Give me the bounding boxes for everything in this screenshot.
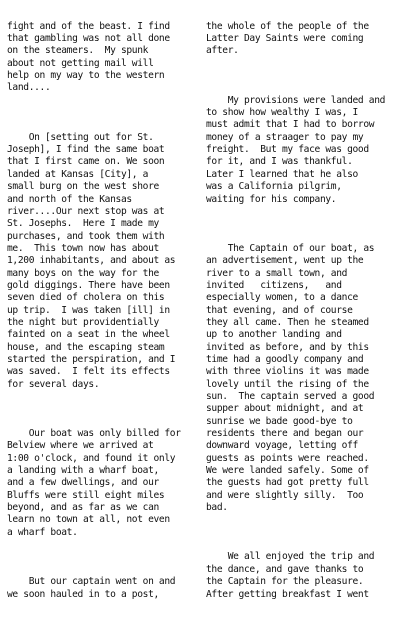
paragraph: fight and of the beast. I find that gambling was not all done on the steamers. My spunk about not getting mail will help on my way to the western land.... <box>7 20 170 94</box>
paragraph: On [setting out for St. Joseph], I find the same boat that I first came on. We soon landed at Kansas [City], a small burg on the west shore and north of the Kansas river....Our next stop was at St. Josephs. Here I made my purchases, and took them with me. This town now has about 1,200 inhabitants, and about as many boys on the way for the gold diggings. There have been seven died of cholera on this up trip. I was taken [ill] in the night but providentially fainted on a seat in the wheel house, and the escaping steam started the perspiration, and I was saved. I felt its effects for several days. <box>7 131 176 390</box>
paragraph: We all enjoyed the trip and the dance, and gave thanks to the Captain for the pleasure. After getting breakfast I went <box>206 551 375 600</box>
paragraph: The Captain of our boat, as an advertisement, went up the river to a small town, and invited citizens, and especially women, to a dance that evening, and of course they all came. Then he steamed up to another landing and invited as before, and by this time had a goodly company and with three violins it was made lovely until the rising of the sun. The captain served a good supper about midnight, and at sunrise we bade good-bye to residents there and began our downward voyage, letting off guests as points were reached. We were landed safely. Some of the guests had got pretty full and were slightly silly. Too bad. <box>206 242 375 514</box>
paragraph: My provisions were landed and to show how wealthy I was, I must admit that I had to borrow money of a straager to pay my freight. But my face was good for it, and I was thankful. Later I learned that he also was a California pilgrim, waiting for his company. <box>206 94 386 205</box>
paragraph: Our boat was only billed for Belview where we arrived at 1:00 o'clock, and found it only a landing with a wharf boat, and a few dwellings, and our Bluffs were still eight miles beyond, and as far as we can learn no town at all, not even a wharf boat. <box>7 428 181 538</box>
left-text-column <box>7 0 190 626</box>
paragraph: the whole of the people of the Latter Day Saints were coming after. <box>206 20 369 57</box>
paragraph: But our captain went on and we soon hauled in to a post, <box>7 576 176 600</box>
right-text-column <box>206 0 389 626</box>
